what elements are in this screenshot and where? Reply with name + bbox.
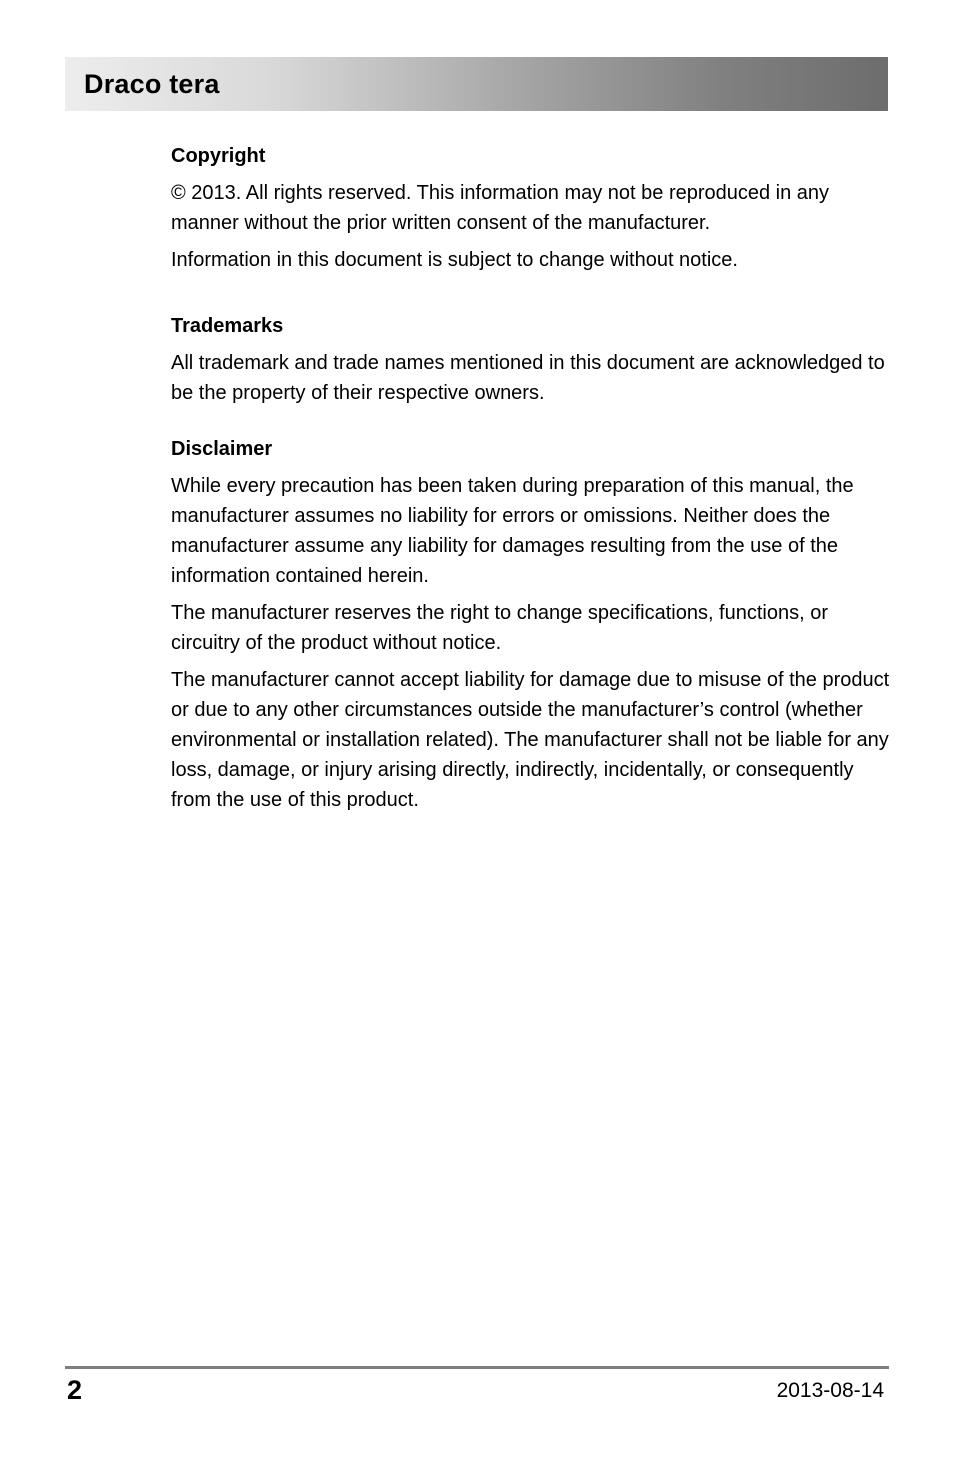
header-bar [65,57,888,111]
disclaimer-paragraph: The manufacturer reserves the right to change specifications, functions, or circuitry of the product without notice. [171,602,829,654]
trademarks-heading: Trademarks [171,315,284,337]
copyright-heading: Copyright [171,145,266,167]
footer-date: 2013-08-14 [776,1379,884,1402]
copyright-section [171,141,891,275]
disclaimer-heading: Disclaimer [171,438,273,460]
trademarks-paragraph: All trademark and trade names mentioned in this document are acknowledged to be the property of their respective owners. [171,352,885,404]
disclaimer-paragraph: The manufacturer cannot accept liability for damage due to misuse of the product or due to any other circumstances outside the manufacturer’s control (whether environmental or installation related). The manufacturer shall not be liable for any loss, damage, or injury arising directly, indirectly, incidentally, or consequently from the use of this product. [171,669,890,811]
copyright-paragraph: © 2013. All rights reserved. This information may not be reproduced in any manner without the prior written consent of the manufacturer. [171,182,830,234]
disclaimer-section [171,434,891,815]
disclaimer-paragraph: While every precaution has been taken during preparation of this manual, the manufacturer assumes no liability for errors or omissions. Neither does the manufacturer assume any liability for damages resulting from the use of the information contained herein. [171,475,854,587]
page-number: 2 [67,1375,83,1405]
footer-divider [65,1366,889,1369]
main-content [171,141,891,822]
trademarks-section [171,311,891,408]
copyright-paragraph: Information in this document is subject to change without notice. [171,249,738,271]
document-title: Draco tera [84,69,220,99]
